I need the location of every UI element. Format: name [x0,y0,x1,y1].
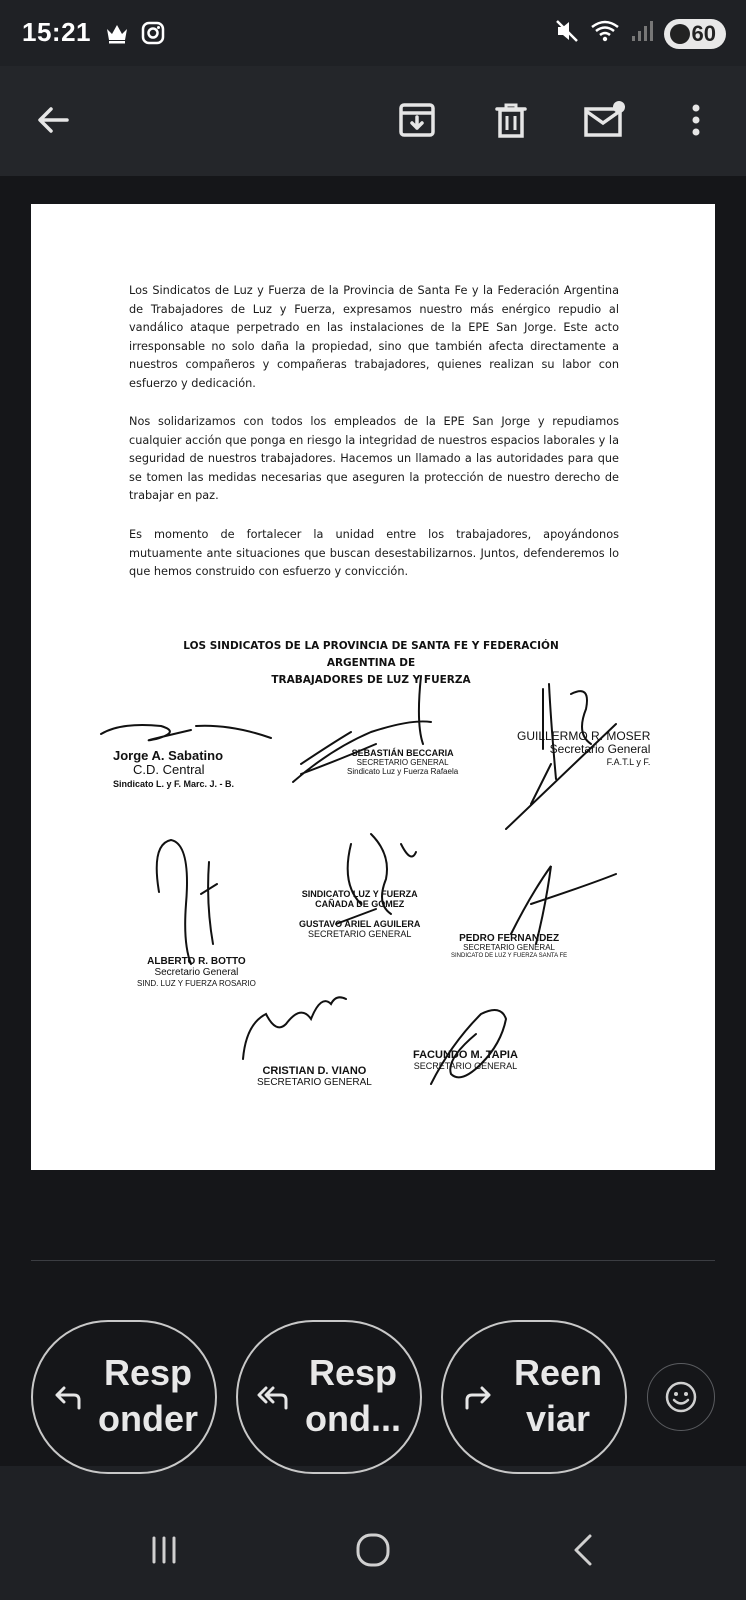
battery-level: 60 [691,20,716,46]
attached-document-image[interactable] [31,204,715,1170]
signature-botto: ALBERTO R. BOTTO Secretario General SIND. LUZ Y FUERZA ROSARIO [137,956,256,988]
mute-icon [554,18,580,49]
signature-sabatino: Jorge A. Sabatino C.D. Central Sindicato L. y F. Marc. J. - B. [113,748,235,789]
signal-icon [630,18,654,49]
wifi-icon [590,18,620,49]
recents-icon[interactable] [139,1528,189,1572]
document-paragraph-1: Los Sindicatos de Luz y Fuerza de la Provincia de Santa Fe y la Federación Argentina de Trabajadores de Luz y Fuerza, expresamos nuestro más enérgico repudio al vandálico ataque perpetrado en las instalaciones de la EPE San Jorge. Este acto irresponsable no solo daña la propiedad, sino que también afecta directamente a nuestros compañeros y compañeras trabajadores, quienes realizan su labor con esfuerzo y dedicación. [129,284,619,390]
reply-button[interactable] [31,1320,217,1474]
status-left-icons [104,20,166,51]
back-arrow-icon[interactable] [25,92,81,148]
signature-tapia: FACUNDO M. TAPIA SECRETARIO GENERAL [413,1049,518,1071]
document-paragraph-2: Nos solidarizamos con todos los empleados de la EPE San Jorge y repudiamos cualquier acción que ponga en riesgo la integridad de nuestros espacios laborales y la seguridad de nuestros trabajadores. Hacemos un llamado a las autoridades para que se tomen las medidas necesarias que aseguren la protección de nuestro derecho de trabajar en paz. [129,415,619,503]
status-right-icons [554,18,726,49]
signature-viano: CRISTIAN D. VIANO SECRETARIO GENERAL [257,1065,372,1088]
forward-icon [459,1380,497,1418]
reply-all-icon [254,1380,292,1418]
signature-fernandez: PEDRO FERNANDEZ SECRETARIO GENERAL SINDICATO DE LUZ Y FUERZA SANTA FE [451,933,568,959]
reply-all-label: Resp ond... [305,1352,401,1439]
signature-moser: GUILLERMO R. MOSER Secretario General F.A.T.L y F. [517,729,651,767]
more-vert-icon[interactable] [668,92,724,148]
back-icon[interactable] [558,1528,608,1572]
handwritten-signatures [31,204,715,1170]
battery-indicator [664,19,726,49]
reply-label: Resp onder [97,1352,198,1439]
mark-unread-icon[interactable] [577,92,633,148]
forward-label: Reen viar [513,1352,603,1439]
trash-icon[interactable] [483,92,539,148]
archive-icon[interactable] [389,92,445,148]
status-bar [0,0,746,66]
forward-button[interactable] [441,1320,627,1474]
reply-all-button[interactable] [236,1320,422,1474]
signature-beccaria: SEBASTIÁN BECCARIA SECRETARIO GENERAL Sindicato Luz y Fuerza Rafaela [347,748,459,776]
home-icon[interactable] [348,1528,398,1572]
emoji-reaction-button[interactable] [647,1363,715,1431]
crown-icon [104,20,130,51]
document-paragraph-3: Es momento de fortalecer la unidad entre los trabajadores, apoyándonos mutuamente ante situaciones que buscan desestabilizarnos. Juntos, defenderemos lo que hemos construido con esfuerzo y convicción. [129,528,619,579]
heading-line-1: LOS SINDICATOS DE LA PROVINCIA DE SANTA FE Y FEDERACIÓN ARGENTINA DE [183,640,559,669]
smiley-icon [663,1379,699,1415]
system-nav-bar [0,1500,746,1600]
instagram-icon [140,20,166,51]
battery-saver-icon [670,24,690,44]
status-time: 15:21 [22,17,91,47]
email-toolbar [0,66,746,176]
signature-aguilera: SINDICATO LUZ Y FUERZA CAÑADA DE GOMEZ GUSTAVO ARIEL AGUILERA SECRETARIO GENERAL [299,889,421,939]
reply-icon [49,1380,87,1418]
heading-line-2: TRABAJADORES DE LUZ Y FUERZA [271,674,471,686]
divider [31,1260,715,1261]
